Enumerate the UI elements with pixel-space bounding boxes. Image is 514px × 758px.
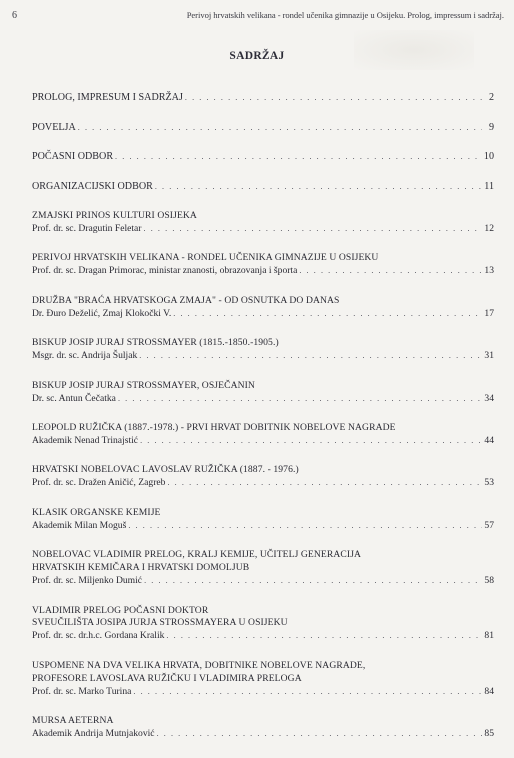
toc-entry — [32, 295, 494, 321]
toc-page-number: 17 — [484, 307, 494, 319]
dot-leader — [140, 435, 482, 448]
toc-entry — [32, 92, 494, 105]
toc-entry-title-text: ORGANIZACIJSKI ODBOR — [32, 180, 153, 192]
toc-entry-author: Prof. dr. sc. Dragutin Feletar — [32, 222, 142, 234]
dot-leader — [133, 686, 482, 699]
toc-entry-title-text: MURSA AETERNA — [32, 715, 114, 727]
dot-leader — [157, 728, 482, 741]
toc-entry-title — [32, 605, 494, 618]
toc-entry-line — [32, 575, 494, 588]
toc-entry-line — [32, 308, 494, 321]
toc-entry-line — [32, 630, 494, 643]
toc-entry-title-text: BISKUP JOSIP JURAJ STROSSMAYER (1815.-1850.-1905.) — [32, 337, 279, 349]
toc-entry-title-text: PERIVOJ HRVATSKIH VELIKANA - RONDEL UČENIKA GIMNAZIJE U OSIJEKU — [32, 252, 379, 264]
toc-page-number: 34 — [484, 392, 494, 404]
toc-entry-title-text: USPOMENE NA DVA VELIKA HRVATA, DOBITNIKE NOBELOVE NAGRADE, — [32, 659, 366, 671]
toc-page-number: 84 — [484, 685, 494, 697]
toc-entry-line — [32, 520, 494, 533]
toc-entry-author: Dr. sc. Antun Čečatka — [32, 392, 116, 404]
table-of-contents — [32, 92, 494, 758]
toc-page-number: 58 — [484, 575, 494, 587]
toc-entry-line — [32, 265, 494, 278]
dot-leader — [167, 477, 482, 490]
toc-entry — [32, 337, 494, 363]
toc-entry-line — [32, 151, 494, 164]
toc-entry-title-text: KLASIK ORGANSKE KEMIJE — [32, 506, 161, 518]
toc-entry-line — [32, 223, 494, 236]
toc-entry-title — [32, 507, 494, 520]
toc-page-number: 2 — [488, 92, 494, 103]
toc-entry-title-text: DRUŽBA "BRAĆA HRVATSKOGA ZMAJA" - OD OSNUTKA DO DANAS — [32, 294, 340, 306]
toc-page-number: 85 — [484, 728, 494, 740]
toc-entry-title-text: HRVATSKIH KEMIČARA I HRVATSKI DOMOLJUB — [32, 562, 250, 574]
dot-leader — [299, 265, 482, 278]
dot-leader — [144, 575, 482, 588]
toc-entry-line — [32, 435, 494, 448]
toc-entry-author: Prof. dr. sc. Dragan Primorac, ministar znanosti, obrazovanja i športa — [32, 265, 298, 277]
toc-entry-title-text: PROLOG, IMPRESUM I SADRŽAJ — [32, 92, 183, 103]
toc-entry-author: Akademik Andrija Mutnjaković — [32, 728, 155, 740]
toc-entry-title-text: ZMAJSKI PRINOS KULTURI OSIJEKA — [32, 210, 197, 221]
toc-entry-author: Prof. dr. sc. Marko Turina — [32, 685, 132, 697]
toc-entry-title-text: NOBELOVAC VLADIMIR PRELOG, KRALJ KEMIJE, UČITELJ GENERACIJA — [32, 549, 362, 561]
toc-page-number: 31 — [484, 350, 494, 362]
toc-entry — [32, 507, 494, 533]
toc-entry-author: Dr. Đuro Deželić, Zmaj Klokočki V. — [32, 307, 172, 319]
toc-entry-author: Msgr. dr. sc. Andrija Šuljak — [32, 350, 138, 362]
toc-entry-line — [32, 350, 494, 363]
toc-page-number: 11 — [484, 180, 494, 192]
toc-entry-author: Akademik Nenad Trinajstić — [32, 434, 139, 446]
dot-leader — [115, 151, 482, 164]
toc-entry-title-text: HRVATSKI NOBELOVAC LAVOSLAV RUŽIČKA (1887. - 1976.) — [32, 464, 299, 476]
toc-entry-line — [32, 686, 494, 699]
toc-page-number: 13 — [484, 265, 494, 277]
dot-leader — [139, 350, 482, 363]
toc-entry-title-text: VLADIMIR PRELOG POČASNI DOKTOR — [32, 604, 209, 616]
toc-entry — [32, 252, 494, 278]
toc-entry-line — [32, 122, 494, 135]
dot-leader — [118, 393, 482, 406]
toc-page-number: 44 — [484, 434, 494, 446]
toc-entry-line — [32, 181, 494, 194]
toc-entry-title — [32, 252, 494, 265]
toc-entry-title — [32, 337, 494, 350]
toc-entry-title — [32, 295, 494, 308]
toc-page-number: 57 — [484, 519, 494, 531]
toc-entry-title — [32, 210, 494, 223]
toc-entry-title — [32, 464, 494, 477]
toc-entry-line — [32, 728, 494, 741]
toc-entry — [32, 464, 494, 490]
toc-entry — [32, 605, 494, 644]
toc-entry-title-text: LEOPOLD RUŽIČKA (1887.-1978.) - PRVI HRVAT DOBITNIK NOBELOVE NAGRADE — [32, 422, 396, 434]
toc-entry-title — [32, 380, 494, 393]
toc-entry — [32, 380, 494, 406]
toc-page-number: 9 — [488, 121, 494, 133]
toc-entry-author: Prof. dr. sc. dr.h.c. Gordana Kralik — [32, 630, 165, 642]
dot-leader — [128, 520, 482, 533]
toc-page-number: 53 — [484, 477, 494, 489]
toc-entry-title-text: BISKUP JOSIP JURAJ STROSSMAYER, OSJEČANIN — [32, 379, 255, 391]
dot-leader — [185, 92, 482, 105]
toc-entry-title-text: POČASNI ODBOR — [32, 151, 114, 162]
toc-entry-line — [32, 393, 494, 406]
dot-leader — [144, 223, 482, 236]
toc-entry-title — [32, 660, 494, 673]
toc-entry-title — [32, 422, 494, 435]
toc-entry — [32, 715, 494, 741]
toc-entry — [32, 181, 494, 194]
toc-entry-author: Prof. dr. sc. Dražen Aničić, Zagreb — [32, 477, 166, 489]
toc-entry — [32, 151, 494, 164]
toc-entry-author: Akademik Milan Moguš — [32, 519, 127, 531]
dot-leader — [173, 308, 482, 321]
dot-leader — [78, 122, 482, 135]
toc-entry-title-text: POVELJA — [32, 121, 76, 133]
toc-entry-title-text: PROFESORE LAVOSLAVA RUŽIČKU I VLADIMIRA PRELOGA — [32, 672, 302, 684]
toc-entry-title — [32, 549, 494, 562]
toc-entry-author: Prof. dr. sc. Miljenko Dumić — [32, 575, 143, 587]
toc-entry — [32, 422, 494, 448]
page-title: SADRŽAJ — [229, 50, 285, 62]
toc-entry-title — [32, 673, 494, 686]
page-number: 6 — [12, 10, 17, 21]
dot-leader — [166, 630, 482, 643]
running-header — [12, 10, 504, 21]
toc-entry — [32, 549, 494, 588]
toc-page-number: 81 — [484, 630, 494, 642]
running-title: Perivoj hrvatskih velikana - rondel učenika gimnazije u Osijeku. Prolog, impressum i sadržaj. — [186, 10, 504, 20]
toc-entry-line — [32, 92, 494, 105]
dot-leader — [155, 181, 482, 194]
toc-entry-title — [32, 617, 494, 630]
toc-entry-title — [32, 562, 494, 575]
toc-entry — [32, 122, 494, 135]
toc-entry-line — [32, 477, 494, 490]
toc-page-number: 12 — [484, 222, 494, 234]
toc-entry-title — [32, 715, 494, 728]
toc-entry — [32, 210, 494, 236]
toc-page-number: 10 — [483, 151, 494, 162]
toc-entry-title-text: SVEUČILIŠTA JOSIPA JURJA STROSSMAYERA U OSIJEKU — [32, 617, 288, 629]
toc-entry — [32, 660, 494, 699]
